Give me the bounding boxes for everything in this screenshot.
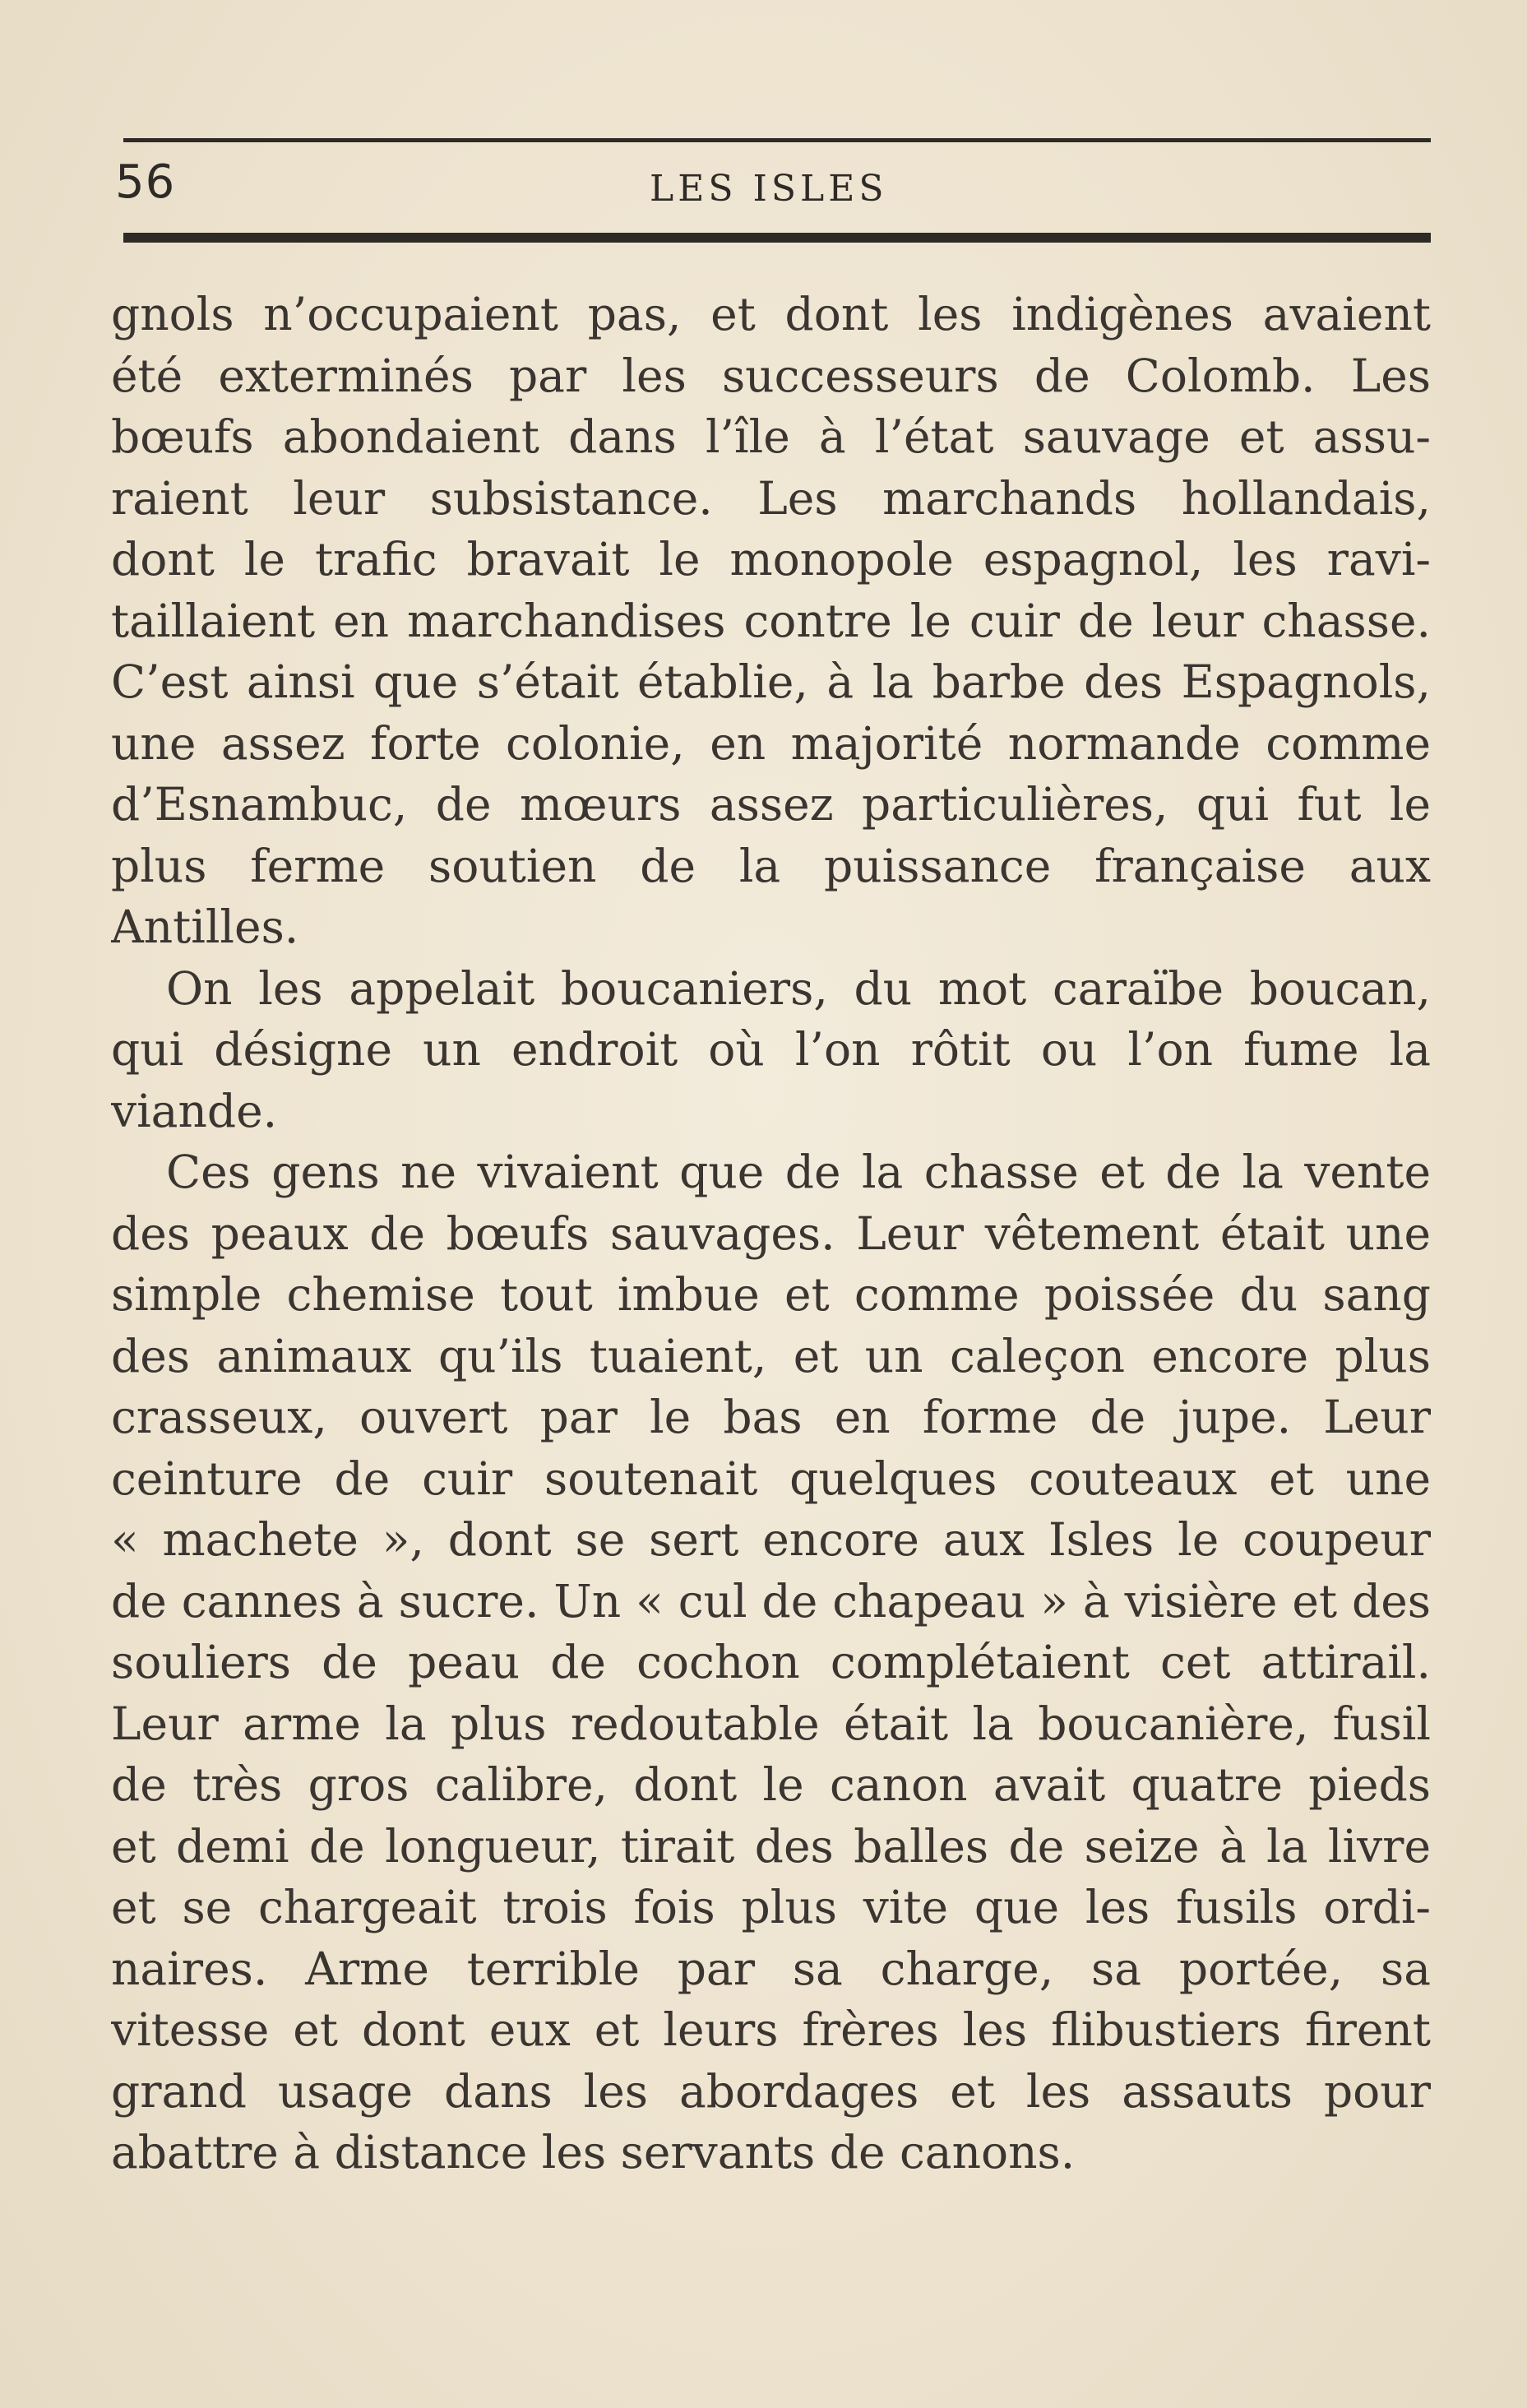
text-line: bœufs abondaient dans l’île à l’état sauvage et assu- <box>111 410 1431 463</box>
header-rule-top <box>123 138 1431 142</box>
text-line: grand usage dans les abordages et les assauts pour <box>111 2064 1431 2118</box>
text-line: naires. Arme terrible par sa charge, sa portée, sa <box>111 1942 1431 1995</box>
text-line: vitesse et dont eux et leurs frères les flibustiers firent <box>111 2003 1431 2056</box>
text-line: dont le trafic bravait le monopole espagnol, les ravi- <box>111 533 1431 586</box>
text-line: taillaient en marchandises contre le cuir de leur chasse. <box>111 594 1431 647</box>
text-line: une assez forte colonie, en majorité normande comme <box>111 716 1431 770</box>
paragraph-start-line: On les appelait boucaniers, du mot caraïbe boucan, <box>166 961 1431 1015</box>
running-head: LES ISLES <box>650 168 888 210</box>
body-text <box>111 284 1431 2183</box>
text-line: Antilles. <box>111 901 299 953</box>
paragraph-start-line: Ces gens ne vivaient que de la chasse et de la vente <box>166 1146 1431 1198</box>
text-line: souliers de peau de cochon complétaient cet attirail. <box>111 1636 1431 1688</box>
text-line: C’est ainsi que s’était établie, à la barbe des Espagnols, <box>111 655 1431 708</box>
text-line: des peaux de bœufs sauvages. Leur vêtement était une <box>111 1206 1431 1260</box>
text-line: des animaux qu’ils tuaient, et un caleçon encore plus <box>111 1329 1431 1382</box>
text-line: simple chemise tout imbue et comme poissée du sang <box>111 1268 1431 1321</box>
text-line: et se chargeait trois fois plus vite que les fusils ordi- <box>111 1881 1431 1933</box>
text-line: et demi de longueur, tirait des balles de seize à la livre <box>111 1819 1431 1873</box>
text-line: été exterminés par les successeurs de Colomb. Les <box>111 349 1431 402</box>
text-line: qui désigne un endroit où l’on rôtit ou l’on fume la <box>111 1023 1431 1076</box>
text-line: viande. <box>111 1084 278 1137</box>
text-line: gnols n’occupaient pas, et dont les indigènes avaient <box>111 288 1431 340</box>
text-line: crasseux, ouvert par le bas en forme de jupe. Leur <box>111 1391 1431 1443</box>
text-line: plus ferme soutien de la puissance française aux <box>111 839 1431 892</box>
text-line: abattre à distance les servants de canons. <box>111 2126 1076 2179</box>
text-line: « machete », dont se sert encore aux Isles le coupeur <box>111 1513 1431 1566</box>
text-line: raient leur subsistance. Les marchands hollandais, <box>111 471 1431 525</box>
page-number: 56 <box>115 155 176 209</box>
text-line: de très gros calibre, dont le canon avait quatre pieds <box>111 1758 1431 1811</box>
text-line: Leur arme la plus redoutable était la boucanière, fusil <box>111 1697 1431 1750</box>
text-line: ceinture de cuir soutenait quelques couteaux et une <box>111 1452 1431 1505</box>
header-rule-bottom <box>123 233 1431 243</box>
text-line: de cannes à sucre. Un « cul de chapeau » à visière et des <box>111 1574 1431 1628</box>
text-line: d’Esnambuc, de mœurs assez particulières, qui fut le <box>111 778 1431 831</box>
